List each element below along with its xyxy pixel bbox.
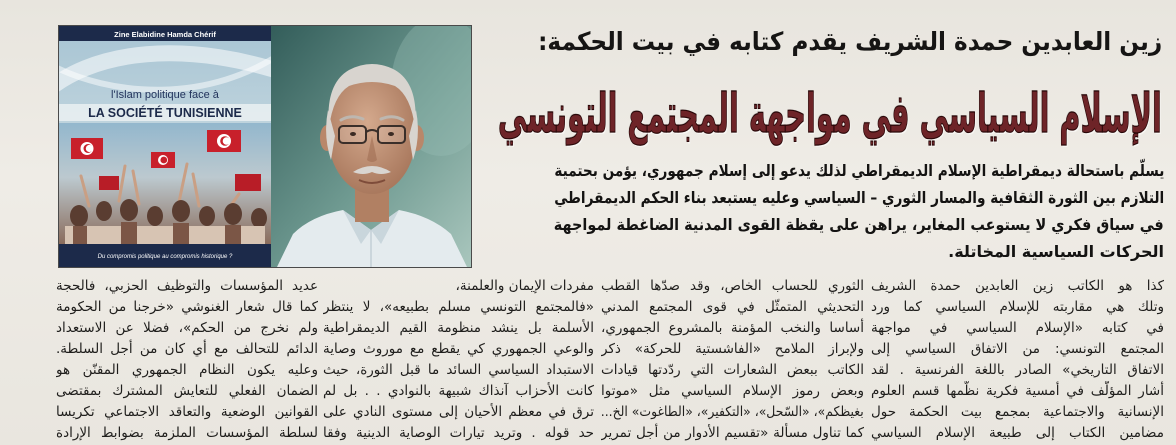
main-headline: الإسلام السياسي في مواجهة المجتمع التونسي (498, 82, 1162, 145)
tunisian-flag (207, 130, 241, 152)
body-line: وعليه يكون النظام الجمهوري المقنّن هو (56, 362, 318, 378)
body-line: الاتفاق التاريخي» الصادر باللغة الفرنسية . لقد (871, 362, 1164, 378)
body-line: كما تناول مسألة «تقسيم الأدوار من أجل تمرير (601, 425, 864, 441)
body-line: الدائم للتحالف مع أي كان من أجل السلطة. (56, 341, 318, 357)
body-line: المجتمع التونسي: من الاتفاق السياسي إلى (871, 341, 1164, 357)
body-line: ولإبراز الملامح «الفاشستية للحركة» ذكر (601, 341, 864, 357)
body-line: حد قوله . وتريد تيارات الوصاية الدينية وفقا (323, 425, 594, 441)
body-line: كانت الأحزاب آنذاك شبيهة بالنوادي . . بل لم (323, 383, 594, 399)
body-line: وبعض رموز الإسلام السياسي مثل «موتوا (601, 383, 864, 399)
book-title-line-1: l'Islam politique face à (111, 89, 219, 101)
body-line: الإنسانية والاجتماعية بمجمع بيت الحكمة حول (871, 404, 1164, 420)
tunisian-flag (71, 138, 103, 159)
body-line: والوعي الجمهوري كي يقطع مع موروث وصاية (323, 341, 594, 357)
lead-line: يسلّم باستحالة ديمقراطية الإسلام الديمقراطي لذلك يدعو إلى إسلام جمهوري، يؤمن بحتمية (554, 161, 1164, 180)
body-line: الكاتب ببعض الشعارات التي ردّدتها قيادات (601, 362, 864, 378)
body-line: ترق في معظم الأحيان إلى مستوى النادي على (323, 404, 594, 420)
body-line: القوانين الوضعية والتعاقد الاجتماعي تكريسا (56, 404, 318, 420)
body-line: وتلك هي مقاربته للإسلام السياسي كما ورد (871, 299, 1164, 315)
body-line: الاستبداد السياسي السائد ما قبل الثورة، حيث (323, 362, 594, 378)
lead-line: الحركات السياسية المخاتلة. (948, 242, 1164, 261)
lead-line: التلازم بين الثورة الثقافية والمسار الثوري – السياسي وعليه يستبعد بناء الحكم الديمقراطي (554, 188, 1164, 207)
body-line: «فالمجتمع التونسي مسلم بطبيعه»، لا ينتظر (323, 299, 594, 315)
tunisian-flag (151, 152, 175, 168)
body-line: الأسلمة بل ينشد منظومة القيم الديمقراطية (323, 320, 594, 336)
body-line: كما قال شعار الغنوشي «خرجنا من الحكومة (56, 299, 318, 315)
book-cover-image (59, 26, 271, 267)
body-line: التحديثي المتمثّل في قوى المجتمع المدني (601, 299, 864, 315)
crowd-photo (59, 123, 271, 244)
column-2 (601, 276, 864, 444)
book-title-line-2: LA SOCIÉTÉ TUNISIENNE (88, 106, 242, 120)
body-line: بغيظكم»، «السّحل»، «التكفير»، «الطاغوت» الخ... (601, 404, 864, 420)
body-line: في كتابه «الإسلام السياسي في مواجهة (871, 320, 1164, 336)
author-portrait-photo (271, 26, 471, 267)
column-3 (323, 276, 594, 444)
body-line: مفردات الإيمان والعلمنة، (455, 278, 594, 294)
body-line: ولم نخرج من الحكم»، فضلا عن الاستعداد (56, 320, 318, 336)
kicker-headline: زين العابدين حمدة الشريف يقدم كتابه في بيت الحكمة: (538, 27, 1162, 56)
body-line: أشار المؤلّف في أمسية فكرية نظّمها قسم العلوم (871, 383, 1164, 399)
body-line: عديد المؤسسات والتوظيف الحزبي، فالحجة (56, 278, 318, 294)
body-line: كذا هو الكاتب زين العابدين حمدة الشريف (871, 278, 1164, 294)
book-author: Zine Elabidine Hamda Chérif (114, 30, 216, 39)
body-line: مضامين الكتاب إلى طبيعة الإسلام السياسي (871, 425, 1164, 441)
column-1 (871, 276, 1164, 444)
lead-line: في سياق فكري لا يستوعب المغاير، يراهن على يقظة القوى المدنية الضاغطة لمواجهة (554, 215, 1164, 234)
body-line: أساسا والنخب المؤمنة بالمشروع الجمهوري، (601, 320, 864, 336)
article-photo (58, 25, 472, 268)
lead-paragraph (554, 157, 1164, 265)
column-4 (56, 276, 318, 444)
body-line: لسلطة المؤسسات الملزمة بضوابط الإرادة (56, 425, 318, 441)
body-line: الثوري للحساب الخاص، وقد صدّها القطب (601, 278, 864, 294)
body-line: الضمان الفعلي للتعايش المشترك بمقتضى (56, 383, 318, 399)
book-subtitle: Du compromis politique au compromis historique ? (97, 254, 233, 260)
